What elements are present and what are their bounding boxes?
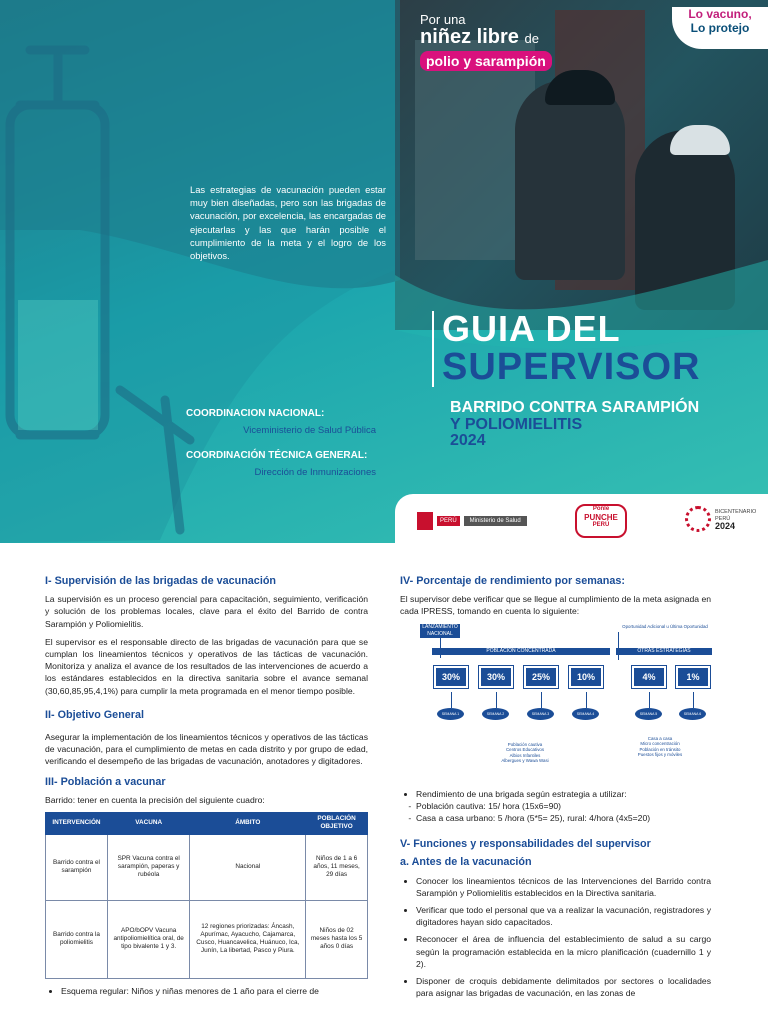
bicentenario-icon xyxy=(685,506,711,532)
week-percent: 1% xyxy=(676,666,710,688)
arrow xyxy=(649,692,650,708)
logos-bar xyxy=(395,494,768,543)
subtitle-line2: Y POLIOMIELITIS xyxy=(450,416,583,433)
section5-list xyxy=(400,875,711,1000)
week-label: SEMANA 2 xyxy=(482,708,509,720)
note-line: Albergues y Wawa Wasi xyxy=(501,758,549,764)
badge-line2b: de xyxy=(524,31,539,46)
note-line: Población en tránsito xyxy=(639,746,681,752)
section4-paragraph1: El supervisor debe verificar que se llegue al cumplimiento de la meta asignada en cada IPRESS, tomando en cuenta lo siguiente: xyxy=(400,594,711,617)
strategy-note-1 xyxy=(480,742,570,764)
bicent-line3: 2024 xyxy=(715,520,736,531)
title-line2: SUPERVISOR xyxy=(442,346,701,388)
section1-paragraph2: El supervisor es el responsable directo de las brigadas de vacunación para que se cumplan los lineamientos técnicos y operativos de las tácticas de vacunación. Monitoriza y analiza el avance de los resultados de las intervenciones de acuerdo a los estándares establecidos en la directiva sanitaria sobre el avance semanal (30,60,85,95,4,1%) para cumplir la meta programada en el menor tiempo posible. xyxy=(45,636,368,696)
badge-line1: Por una xyxy=(420,12,466,27)
arrow xyxy=(451,692,452,708)
week-label: SEMANA 1 xyxy=(437,708,464,720)
section5-title: V- Funciones y responsabilidades del supervisor xyxy=(400,838,651,851)
bicentenario-logo xyxy=(685,506,756,532)
badge-line3: polio y sarampión xyxy=(420,51,552,71)
week-percent: 4% xyxy=(632,666,666,688)
launch-label: LANZAMIENTO NACIONAL xyxy=(420,624,460,638)
arrow xyxy=(541,692,542,708)
subtitle-line1: BARRIDO CONTRA SARAMPIÓN xyxy=(450,399,700,416)
section2-title: II- Objetivo General xyxy=(45,708,144,721)
coord-nacional-value: Viceministerio de Salud Pública xyxy=(243,425,376,436)
arrow xyxy=(586,692,587,708)
table-cell: Barrido contra la poliomielitis xyxy=(46,900,108,978)
section5-subtitle: a. Antes de la vacunación xyxy=(400,856,532,869)
title-line1: GUIA DEL xyxy=(442,308,621,349)
intro-text: Las estrategias de vacunación pueden estar muy bien diseñadas, pero son las brigadas de vacunación, por excelencia, las encargadas de ejecutarlas y las que harán posible el cumplimiento de la meta y el logro de los objetivos. xyxy=(190,184,386,262)
slogan-logo xyxy=(672,7,768,49)
list-item: • Conocer los lineamientos técnicos de las Intervenciones del Barrido contra Sarampión y Poliomielitis establecidos en la Directiva sanitaria. xyxy=(416,875,711,899)
cover-subtitle xyxy=(450,399,699,449)
section4-title: IV- Porcentaje de rendimiento por semanas: xyxy=(400,575,626,587)
subtitle-year: 2024 xyxy=(450,432,486,449)
note-line: Micro concentración xyxy=(640,741,680,747)
note-line: Centros Educativos xyxy=(505,747,545,753)
table-header: ÁMBITO xyxy=(190,813,306,835)
minsa-name: Ministerio de Salud xyxy=(464,516,527,526)
section3-paragraph1: Barrido: tener en cuenta la precisión del siguiente cuadro: xyxy=(45,794,265,805)
table-cell: Barrido contra el sarampión xyxy=(46,834,108,900)
minsa-logo xyxy=(417,512,527,530)
population-table xyxy=(45,812,368,979)
table-cell: Niños de 1 a 6 años, 11 meses, 29 días xyxy=(306,834,368,900)
right-column xyxy=(400,575,711,1004)
bicent-line2: PERÚ xyxy=(715,515,731,522)
week-percent: 10% xyxy=(569,666,603,688)
section1-title: I- Supervisión de las brigadas de vacunación xyxy=(45,575,277,587)
note-line: Albios Infantiles xyxy=(509,752,541,758)
table-header: VACUNA xyxy=(107,813,189,835)
table-cell: SPR Vacuna contra el sarampión, paperas y rubéola xyxy=(107,834,189,900)
week-label: SEMANA 5 xyxy=(635,708,662,720)
note-line: Puestos fijos y móviles xyxy=(637,752,683,758)
bicent-line1: BICENTENARIO xyxy=(715,508,757,515)
table-row xyxy=(46,900,368,978)
list-item: • Rendimiento de una brigada según estrategia a utilizar: xyxy=(416,788,711,800)
week-percent: 30% xyxy=(434,666,468,688)
band-other: OTRAS ESTRATEGIAS xyxy=(616,648,712,655)
list-item: - Casa a casa urbano: 5 /hora (5*5= 25), rural: 4/hora (4x5=20) xyxy=(416,812,711,824)
strategy-note-2 xyxy=(620,736,700,758)
coordination-block xyxy=(186,408,376,492)
table-cell: Nacional xyxy=(190,834,306,900)
coord-nacional-label: COORDINACION NACIONAL: xyxy=(186,408,325,419)
punche-line2: PUNCHE xyxy=(584,513,618,522)
coord-tecnica-value: Dirección de Inmunizaciones xyxy=(254,467,376,478)
minsa-peru: PERÚ xyxy=(437,516,460,526)
band-concentrated: POBLACIÓN CONCENTRADA xyxy=(432,648,610,655)
performance-diagram xyxy=(420,624,726,778)
section3-title: III- Población a vacunar xyxy=(45,775,166,788)
table-header: INTERVENCIÓN xyxy=(46,813,108,835)
slogan-line2: Lo protejo xyxy=(690,21,750,35)
punche-line3: PERÚ xyxy=(592,522,610,528)
week-label: SEMANA 3 xyxy=(527,708,554,720)
list-item: • Verificar que todo el personal que va a realizar la vacunación, registradores y digitadores hayan sido capacitados. xyxy=(416,904,711,928)
note-line: Casa a casa xyxy=(647,735,673,741)
table-cell: APO/bOPV Vacuna antipoliomielítica oral, de tipo bivalente 1 y 3. xyxy=(107,900,189,978)
left-column xyxy=(45,575,368,1002)
list-item: • Esquema regular: Niños y niñas menores de 1 año para el cierre de xyxy=(61,985,368,997)
week-percent: 25% xyxy=(524,666,558,688)
section1-paragraph1: La supervisión es un proceso gerencial para capacitación, seguimiento, verificación y solución de los problemas locales, clave para el éxito del Barrido de contra Sarampión y Poliomielitis. xyxy=(45,594,368,629)
arrow xyxy=(496,692,497,708)
section2-paragraph1: Asegurar la implementación de los lineamientos técnicos y operativos de las tácticas de vacunación, para el cumplimiento de metas en cada distrito y por grupo de edad, verificando el desempeño de las brigadas de vacunación, anotadores y digitadores. xyxy=(45,732,368,767)
list-item: - Población cautiva: 15/ hora (15x6=90) xyxy=(416,800,711,812)
week-percent: 30% xyxy=(479,666,513,688)
ponle-punche-logo xyxy=(575,504,627,538)
arrow xyxy=(618,632,619,660)
arrow xyxy=(693,692,694,708)
week-label: SEMANA 6 xyxy=(679,708,706,720)
campaign-badge xyxy=(420,12,552,71)
table-cell: 12 regiones priorizadas: Áncash, Apurímac, Ayacucho, Cajamarca, Cusco, Huancavelica, Huánuco, Ica, Junín, La libertad, Pasco y Piura. xyxy=(190,900,306,978)
peru-shield-icon xyxy=(417,512,433,530)
note-line: Población cautiva xyxy=(507,741,543,747)
list-item: • Reconocer el área de influencia del establecimiento de salud a su cargo según la programación establecida en la micro planificación (cuadernillo 1 y 2). xyxy=(416,933,711,970)
week-label: SEMANA 4 xyxy=(572,708,599,720)
badge-line2: niñez libre xyxy=(420,26,519,48)
section4-list xyxy=(400,788,711,825)
table-row xyxy=(46,834,368,900)
table-cell: Niños de 02 meses hasta los 5 años 0 días xyxy=(306,900,368,978)
cover-title xyxy=(432,308,701,388)
table-header: POBLACIÓN OBJETIVO xyxy=(306,813,368,835)
section3-list xyxy=(45,985,368,997)
punche-line1: Ponle xyxy=(592,506,610,512)
coord-tecnica-label: COORDINACIÓN TÉCNICA GENERAL: xyxy=(186,450,368,461)
list-item: • Disponer de croquis debidamente delimitados por sectores o localidades para asignar las brigadas de vacunación, en las zonas de xyxy=(416,975,711,999)
slogan-line1: Lo vacuno, xyxy=(688,7,752,21)
opportunity-label: Oportunidad Adicional u Última Oportunidad xyxy=(622,623,708,629)
